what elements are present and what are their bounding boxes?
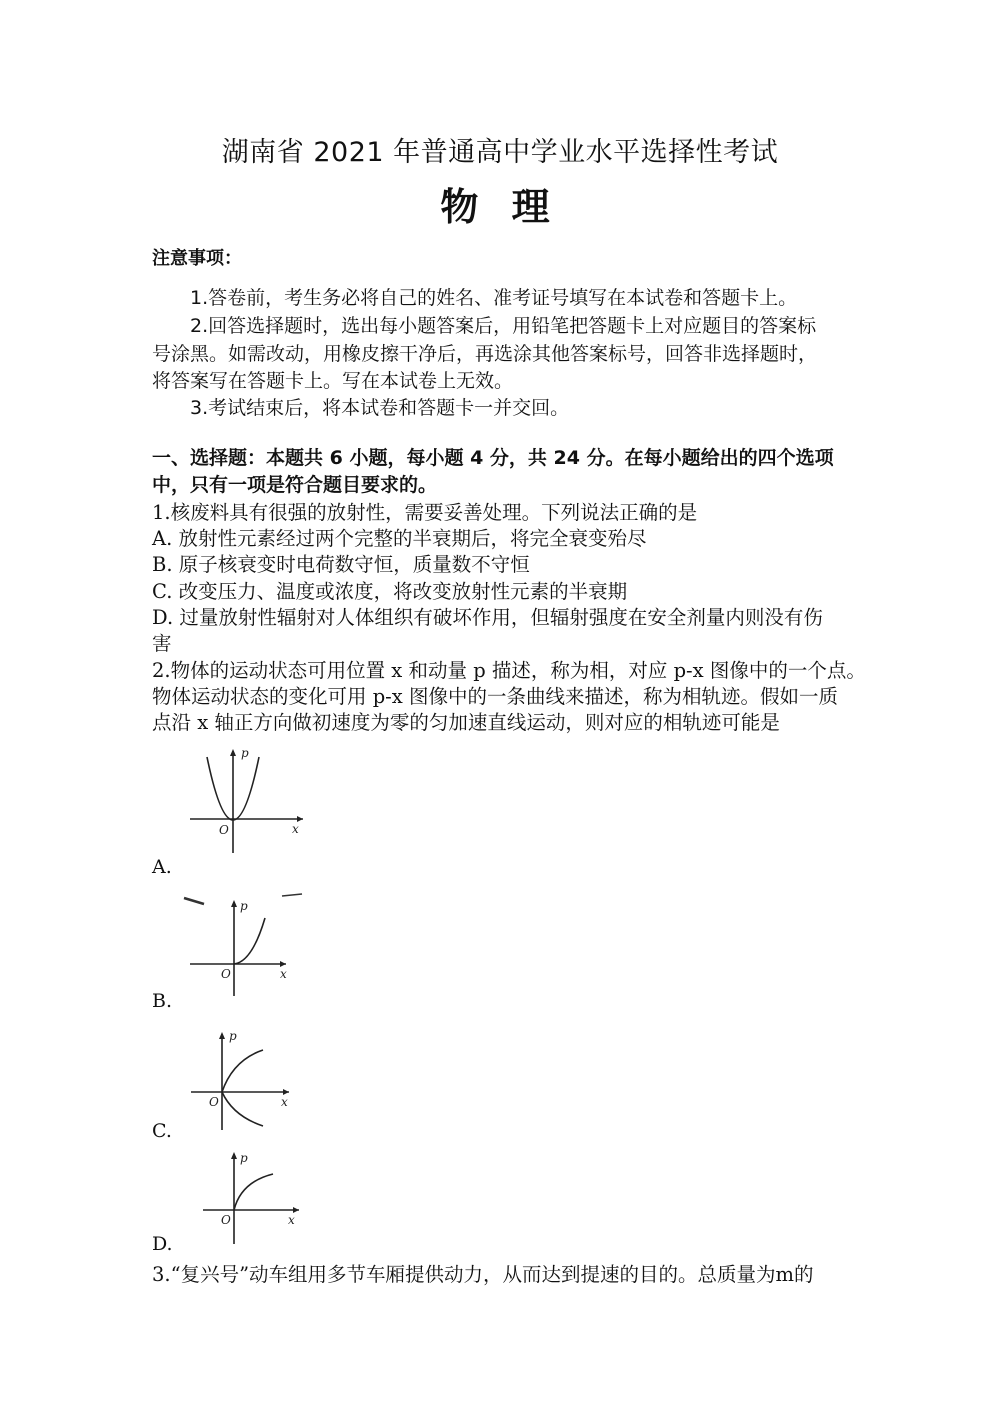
sideways-parabola-curve — [222, 1050, 263, 1126]
origin-label: O — [221, 967, 231, 981]
notice-heading: 注意事项： — [152, 248, 242, 269]
origin-label: O — [221, 1213, 231, 1227]
q2-stem-line-3: 点沿 x 轴正方向做初速度为零的匀加速直线运动，则对应的相轨迹可能是 — [152, 711, 780, 734]
rising-curve — [234, 918, 265, 964]
notice-item-1: 1.答卷前，考生务必将自己的姓名、准考证号填写在本试卷和答题卡上。 — [190, 287, 798, 309]
scan-mark — [184, 898, 204, 904]
q1-option-b: B. 原子核衰变时电荷数守恒，质量数不守恒 — [152, 553, 530, 576]
section-heading-line-1: 一、选择题：本题共 6 小题，每小题 4 分，共 24 分。在每小题给出的四个选项 — [152, 447, 834, 469]
origin-label: O — [219, 823, 229, 837]
p-axis-label: p — [241, 746, 249, 760]
q1-option-d-line-1: D. 过量放射性辐射对人体组织有破坏作用，但辐射强度在安全剂量内则没有伤 — [152, 606, 823, 629]
notice-item-3: 3.考试结束后，将本试卷和答题卡一并交回。 — [190, 397, 570, 419]
notice-item-2-line-2: 号涂黑。如需改动，用橡皮擦干净后，再选涂其他答案标号，回答非选择题时， — [152, 343, 818, 365]
p-axis-label: p — [240, 899, 248, 913]
origin-label: O — [209, 1095, 219, 1109]
section-heading-line-2: 中，只有一项是符合题目要求的。 — [152, 474, 438, 496]
q1-option-d-line-2: 害 — [152, 632, 172, 655]
notice-item-2-line-1: 2.回答选择题时，选出每小题答案后，用铅笔把答题卡上对应题目的答案标 — [190, 315, 817, 337]
q2-graph-c — [183, 1026, 298, 1134]
exam-title: 湖南省 2021 年普通高中学业水平选择性考试 — [221, 137, 779, 168]
notice-item-2-line-3: 将答案写在答题卡上。写在本试卷上无效。 — [152, 370, 514, 392]
q1-option-a: A. 放射性元素经过两个完整的半衰期后，将完全衰变殆尽 — [152, 527, 647, 550]
x-axis-label: x — [288, 1213, 295, 1227]
q3-stem-line-1: 3.“复兴号”动车组用多节车厢提供动力，从而达到提速的目的。总质量为m的 — [152, 1263, 814, 1286]
q1-option-c: C. 改变压力、温度或浓度，将改变放射性元素的半衰期 — [152, 580, 628, 603]
p-axis-label: p — [240, 1151, 248, 1165]
sqrt-curve — [234, 1174, 273, 1210]
q2-option-b-label: B. — [152, 990, 173, 1012]
q2-option-c-label: C. — [152, 1120, 172, 1142]
q2-stem-line-1: 2.物体的运动状态可用位置 x 和动量 p 描述，称为相，对应 p-x 图像中的一个点。 — [152, 659, 866, 682]
q2-graph-d — [195, 1148, 305, 1248]
subject-title: 物 理 — [440, 185, 560, 229]
q2-option-a-label: A. — [152, 856, 172, 878]
p-axis-label: p — [229, 1029, 237, 1043]
x-axis-label: x — [292, 822, 299, 836]
x-axis-label: x — [281, 1095, 288, 1109]
q2-graph-a — [185, 743, 310, 858]
scan-mark — [282, 894, 302, 896]
x-axis-label: x — [280, 967, 287, 981]
q1-stem: 1.核废料具有很强的放射性，需要妥善处理。下列说法正确的是 — [152, 501, 698, 524]
q2-stem-line-2: 物体运动状态的变化可用 p-x 图像中的一条曲线来描述，称为相轨迹。假如一质 — [152, 685, 838, 708]
q2-option-d-label: D. — [152, 1233, 173, 1255]
q2-graph-b — [178, 888, 308, 1000]
